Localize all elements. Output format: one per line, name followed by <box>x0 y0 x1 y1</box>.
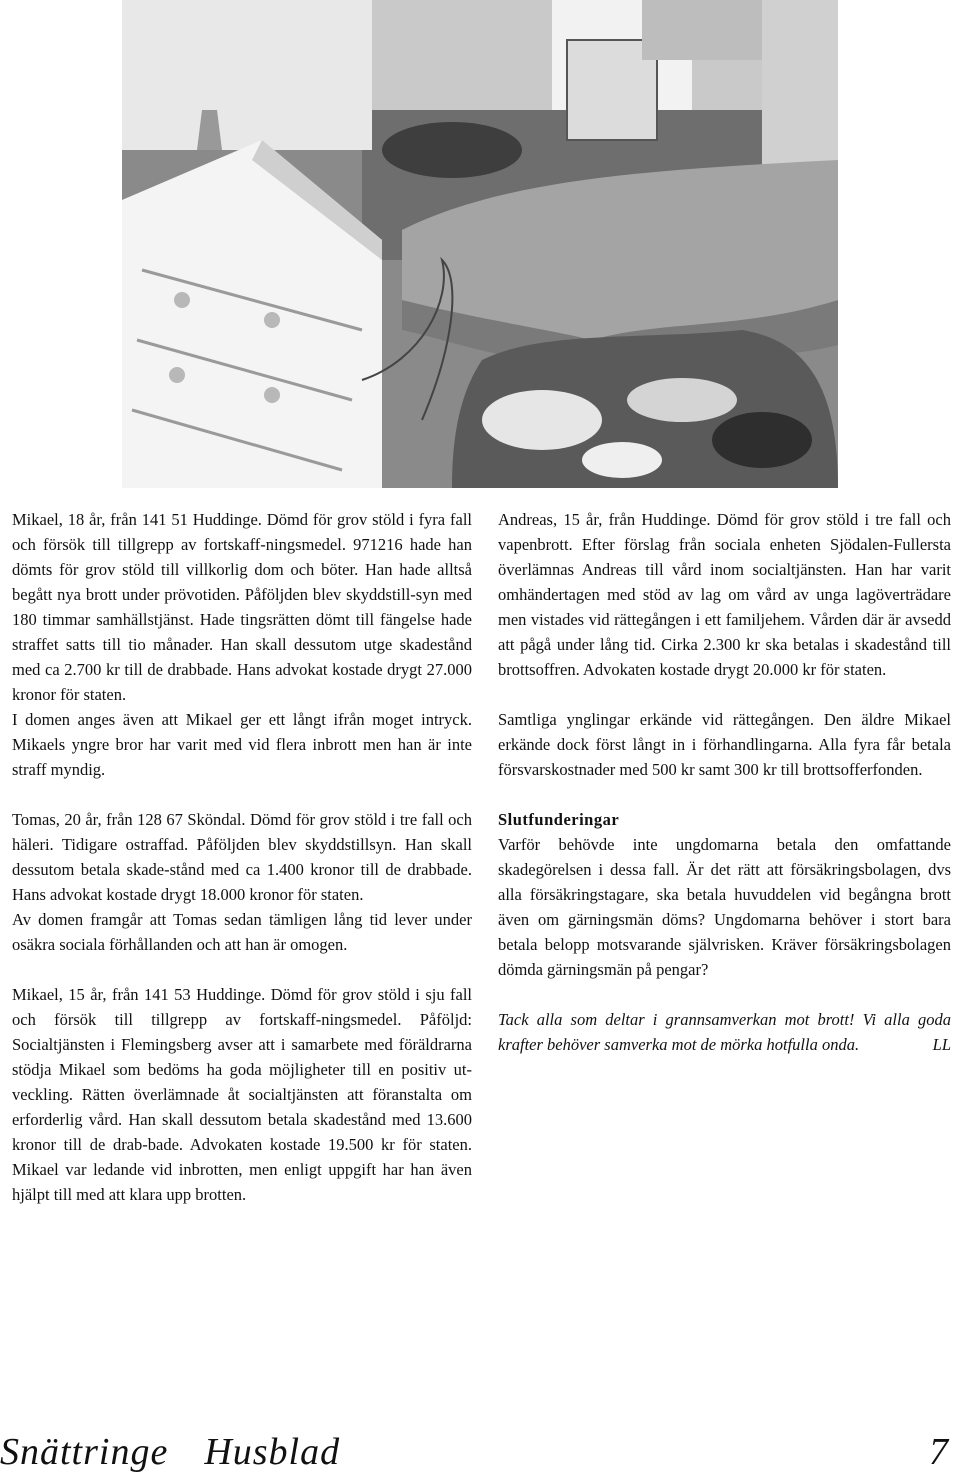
summary-paragraph: Samtliga ynglingar erkände vid rättegången. Den äldre Mikael erkände dock först långt in i förhandlingarna. Alla fyra får betala försvarskostnader med 500 kr samt 300 kr till brottsofferfonden. <box>498 710 951 779</box>
case-mikael-18-note: I domen anges även att Mikael ger ett långt ifrån moget intryck. Mikaels yngre bror har varit med vid flera inbrott men han är inte straff myndig. <box>12 710 472 779</box>
publication-title <box>0 1430 340 1474</box>
page-number: 7 <box>929 1431 948 1473</box>
closing-text: Tack alla som deltar i grannsamverkan mot brott! Vi alla goda krafter behöver samverka mot de mörka hotfulla onda. <box>498 1010 951 1054</box>
conclusion-paragraph: Varför behövde inte ungdomarna betala den omfattande skadegörelsen i dessa fall. Är det rätt att försäkringsbolagen, dvs alla försäkringstagare, ska betala huvuddelen vid begångna brott även om gärningsmän döms? Ungdomarna behöver i stort bara betala belopp motsvarande självrisken. Kräver försäkringsbolagen dömda gärningsmän på pengar? <box>498 835 951 979</box>
case-mikael-18: Mikael, 18 år, från 141 51 Huddinge. Dömd för grov stöld i fyra fall och försök till tillgrepp av fortskaff-ningsmedel. 971216 hade han dömts för grov stöld till villkorlig dom och böter. Han hade alltså begått nya brott under prövotiden. Påföljden blev skyddstill-syn med 180 timmar samhällstjänst. Hade tingsrätten dömt till fängelse hade straffet satts till tio månader. Han skall dessutom utge skadestånd med ca 2.700 kr till de drabbade. Hans advokat kostade drygt 27.000 kronor för staten. <box>12 510 472 704</box>
case-andreas: Andreas, 15 år, från Huddinge. Dömd för grov stöld i tre fall och vapenbrott. Efter förslag från sociala enheten Sjödalen-Fullersta överlämnas Andreas till vård inom socialtjänsten. Han har varit omhändertagen med stöd av lag om vård av unga lagöverträdare men vistades vid rättegången i ett familjehem. Vården där är avsedd att pågå under lång tid. Cirka 2.300 kr ska betalas i skadestånd till brottsoffren. Advokaten kostade drygt 20.000 kr för staten. <box>498 510 951 679</box>
photo-bedroom-icon <box>122 0 838 488</box>
case-tomas-note: Av domen framgår att Tomas sedan tämligen lång tid lever under osäkra sociala förhållanden och att han är omogen. <box>12 910 472 954</box>
bedroom-photo <box>122 0 838 488</box>
left-column <box>12 507 472 1207</box>
case-tomas: Tomas, 20 år, från 128 67 Sköndal. Dömd för grov stöld i tre fall och häleri. Tidigare ostraffad. Påföljden blev skyddstillsyn. Han skall dessutom betala skade-stånd med ca 1.400 kronor till de drabbade. Hans advokat kostade drygt 18.000 kronor för staten. <box>12 810 472 904</box>
section-heading: Slutfunderingar <box>498 810 620 829</box>
title-part1: Snättringe <box>0 1431 169 1473</box>
signature: LL <box>932 1035 951 1054</box>
title-part2: Husblad <box>204 1431 341 1473</box>
closing-message <box>498 1007 951 1057</box>
right-column <box>498 507 951 1057</box>
case-mikael-15: Mikael, 15 år, från 141 53 Huddinge. Dömd för grov stöld i sju fall och försök till tillgrepp av fortskaff-ningsmedel. Påföljd: Socialtjänsten i Flemingsberg avser att i samarbete med föräldrarna stödja Mikael som bedöms ha goda möjligheter till en positiv ut-veckling. Rätten överlämnade åt socialtjänsten att föranstalta om erforderlig vård. Han skall dessutom betala skadestånd med 13.600 kronor till de drab-bade. Advokaten kostade 19.500 kr för staten. Mikael var ledande vid inbrotten, men enligt uppgift har han även hjälpt till med att klara upp brotten. <box>12 985 472 1204</box>
